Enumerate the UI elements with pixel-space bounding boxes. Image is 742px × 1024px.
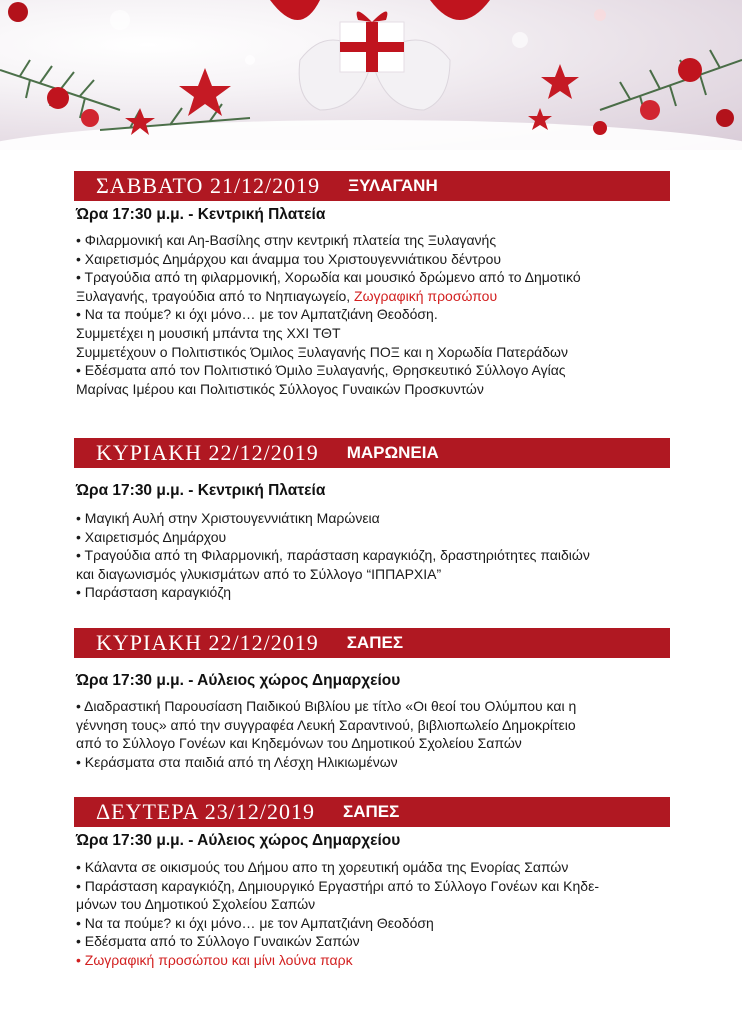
event-date: ΚΥΡΙΑΚΗ 22/12/2019 (96, 630, 319, 655)
detail-line: • Τραγούδια από τη Φιλαρμονική, παράσταση καραγκιόζη, δραστηριότητες παιδιών (76, 547, 590, 564)
event-details (76, 509, 676, 602)
detail-line: Μαρίνας Ιμέρου και Πολιτιστικός Σύλλογος Γυναικών Προσκυντών (76, 380, 484, 397)
detail-line: μόνων του Δημοτικού Σχολείου Σαπών (76, 896, 316, 913)
event-date: ΣΑΒΒΑΤΟ 21/12/2019 (96, 173, 321, 198)
event-time-location: Ώρα 17:30 μ.μ. - Κεντρική Πλατεία (76, 482, 326, 499)
detail-line: και διαγωνισμός γλυκισμάτων από το Σύλλογο “ΙΠΠΑΡΧΙΑ” (76, 565, 442, 582)
detail-line: Ξυλαγανής, τραγούδια από το Νηπιαγωγείο, Ζωγραφική προσώπου (76, 287, 498, 304)
detail-line: • Κάλαντα σε οικισμούς του Δήμου απο τη χορευτική ομάδα της Ενορίας Σαπών (76, 859, 569, 875)
detail-line: • Παράσταση καραγκιόζη (76, 584, 232, 601)
christmas-banner (0, 0, 742, 150)
event-date: ΔΕΥΤΕΡΑ 23/12/2019 (96, 799, 315, 824)
detail-line: • Να τα πούμε? κι όχι μόνο… με τον Αμπατζιάνη Θεοδόση. (76, 306, 438, 323)
event-place: ΞΥΛΑΓΑΝΗ (348, 176, 438, 195)
detail-line: • Κεράσματα στα παιδιά από τη Λέσχη Ηλικιωμένων (76, 753, 398, 770)
detail-line: • Παράσταση καραγκιόζη, Δημιουργικό Εργαστήρι από το Σύλλογο Γονέων και Κηδε- (76, 877, 599, 894)
detail-line: από το Σύλλογο Γονέων και Κηδεμόνων του Δημοτικού Σχολείου Σαπών (76, 735, 522, 752)
event-place: ΣΑΠΕΣ (343, 802, 400, 821)
detail-line-highlight: • Ζωγραφική προσώπου και μίνι λούνα παρκ (76, 951, 353, 968)
event-date: ΚΥΡΙΑΚΗ 22/12/2019 (96, 440, 319, 465)
detail-line: • Φιλαρμονική και Αη-Βασίλης στην κεντρική πλατεία της Ξυλαγανής (76, 232, 497, 248)
detail-line: • Μαγική Αυλή στην Χριστουγεννιάτικη Μαρώνεια (76, 510, 380, 526)
event-details (76, 231, 676, 398)
event-details (76, 858, 676, 970)
event-header (74, 797, 670, 827)
event-place: ΜΑΡΩΝΕΙΑ (346, 443, 439, 462)
detail-line: • Διαδραστική Παρουσίαση Παιδικού Βιβλίου με τίτλο «Οι θεοί του Ολύμπου και η (76, 698, 577, 714)
event-header (74, 628, 670, 658)
event-details (76, 697, 676, 771)
event-header (74, 171, 670, 201)
detail-line: • Να τα πούμε? κι όχι μόνο… με τον Αμπατζιάνη Θεοδόση (76, 914, 434, 931)
detail-line: • Τραγούδια από τη φιλαρμονική, Χορωδία και μουσικό δρώμενο από το Δημοτικό (76, 269, 581, 286)
detail-line: • Εδέσματα από το Σύλλογο Γυναικών Σαπών (76, 933, 360, 950)
highlight-text: Ζωγραφική προσώπου (354, 287, 498, 304)
event-time-location: Ώρα 17:30 μ.μ. - Αύλειος χώρος Δημαρχείου (76, 672, 401, 689)
event-header (74, 438, 670, 468)
detail-line: γέννηση τους» από την συγγραφέα Λευκή Σαραντινού, βιβλιοπωλείο Δημοκρίτειο (76, 716, 576, 733)
christmas-decoration-illustration (0, 0, 742, 150)
event-place: ΣΑΠΕΣ (346, 633, 404, 652)
detail-line: Συμμετέχουν ο Πολιτιστικός Όμιλος Ξυλαγανής ΠΟΞ και η Χορωδία Πατεράδων (76, 343, 568, 360)
detail-line: • Εδέσματα από τον Πολιτιστικό Όμιλο Ξυλαγανής, Θρησκευτικό Σύλλογο Αγίας (76, 362, 566, 379)
detail-line: Συμμετέχει η μουσική μπάντα της ΧΧΙ ΤΘΤ (76, 324, 341, 341)
detail-line: • Χαιρετισμός Δημάρχου και άναμμα του Χριστουγεννιάτικου δέντρου (76, 250, 502, 267)
event-time-location: Ώρα 17:30 μ.μ. - Αύλειος χώρος Δημαρχείου (76, 832, 401, 849)
detail-line: • Χαιρετισμός Δημάρχου (76, 528, 227, 545)
event-time-location: Ώρα 17:30 μ.μ. - Κεντρική Πλατεία (76, 206, 326, 223)
